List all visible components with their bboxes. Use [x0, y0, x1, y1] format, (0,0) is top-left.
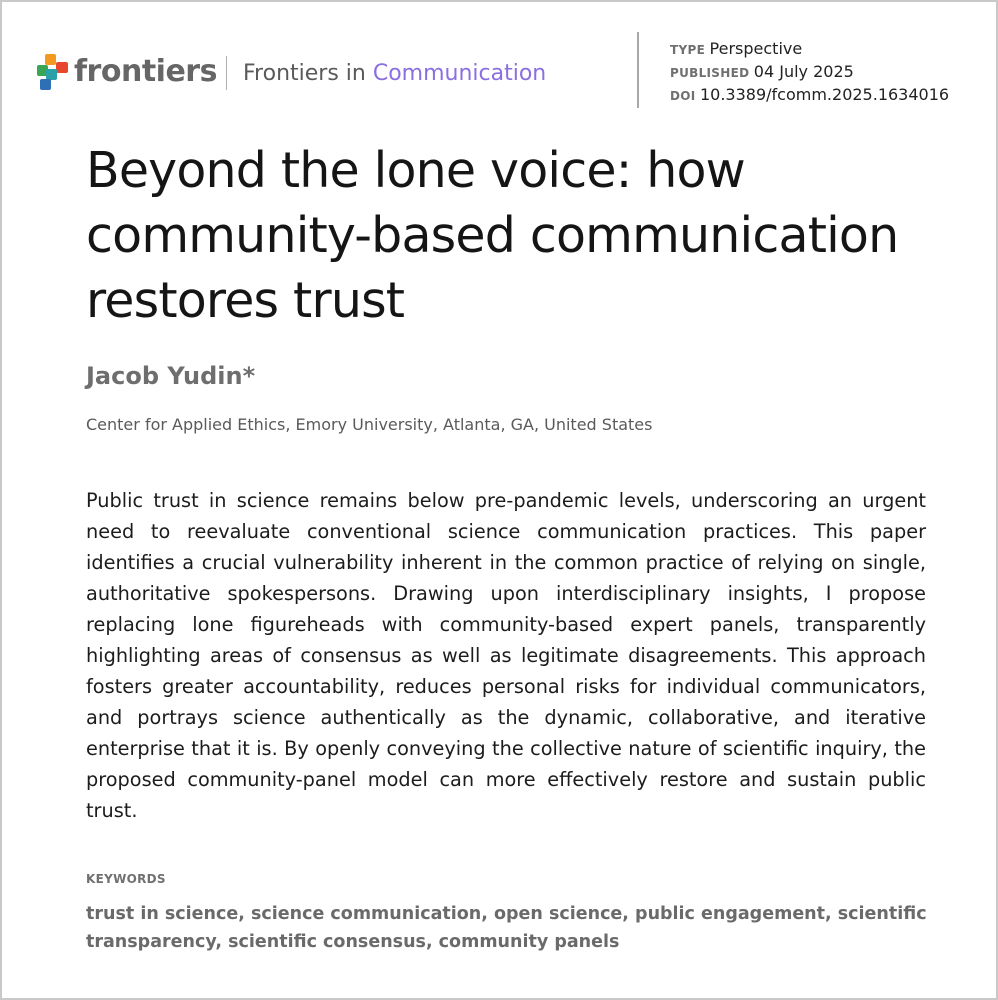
article-meta	[670, 37, 949, 106]
keywords-list: trust in science, science communication, open science, public engagement, scientific transparency, scientific consensus, community panels	[86, 904, 927, 952]
journal-prefix: Frontiers in	[243, 61, 373, 86]
type-value: Perspective	[709, 39, 803, 58]
meta-doi	[670, 83, 949, 106]
keywords-heading: KEYWORDS	[86, 872, 166, 886]
frontiers-logo-icon	[36, 52, 70, 92]
doi-label: DOI	[670, 89, 696, 103]
meta-divider	[637, 32, 639, 108]
frontiers-logo-text: frontiers	[74, 54, 217, 89]
type-label: TYPE	[670, 43, 706, 57]
doi-link[interactable]: 10.3389/fcomm.2025.1634016	[699, 85, 950, 104]
journal-name[interactable]	[243, 59, 546, 89]
meta-published	[670, 60, 949, 83]
author-affiliation: Center for Applied Ethics, Emory University, Atlanta, GA, United States	[86, 415, 653, 434]
frontiers-logo[interactable]	[36, 52, 217, 92]
header-divider	[226, 56, 227, 90]
author-name[interactable]: Jacob Yudin*	[86, 362, 256, 390]
meta-type	[670, 37, 949, 60]
journal-highlight: Communication	[372, 61, 547, 86]
article-title: Beyond the lone voice: how community-based communication restores trust	[86, 142, 899, 329]
published-label: PUBLISHED	[670, 66, 750, 80]
abstract-text: Public trust in science remains below pre-pandemic levels, underscoring an urgent need to reevaluate conventional science communication practices. This paper identifies a crucial vulnerability inherent in the common practice of relying on single, authoritative spokespersons. Drawing upon interdisciplinary insights, I propose replacing lone figureheads with community-based expert panels, transparently highlighting areas of consensus as well as legitimate disagreements. This approach fosters greater accountability, reduces personal risks for individual communicators, and portrays science authentically as the dynamic, collaborative, and iterative enterprise that it is. By openly conveying the collective nature of scientific inquiry, the proposed community-panel model can more effectively restore and sustain public trust.	[86, 489, 926, 822]
published-value: 04 July 2025	[753, 62, 854, 81]
